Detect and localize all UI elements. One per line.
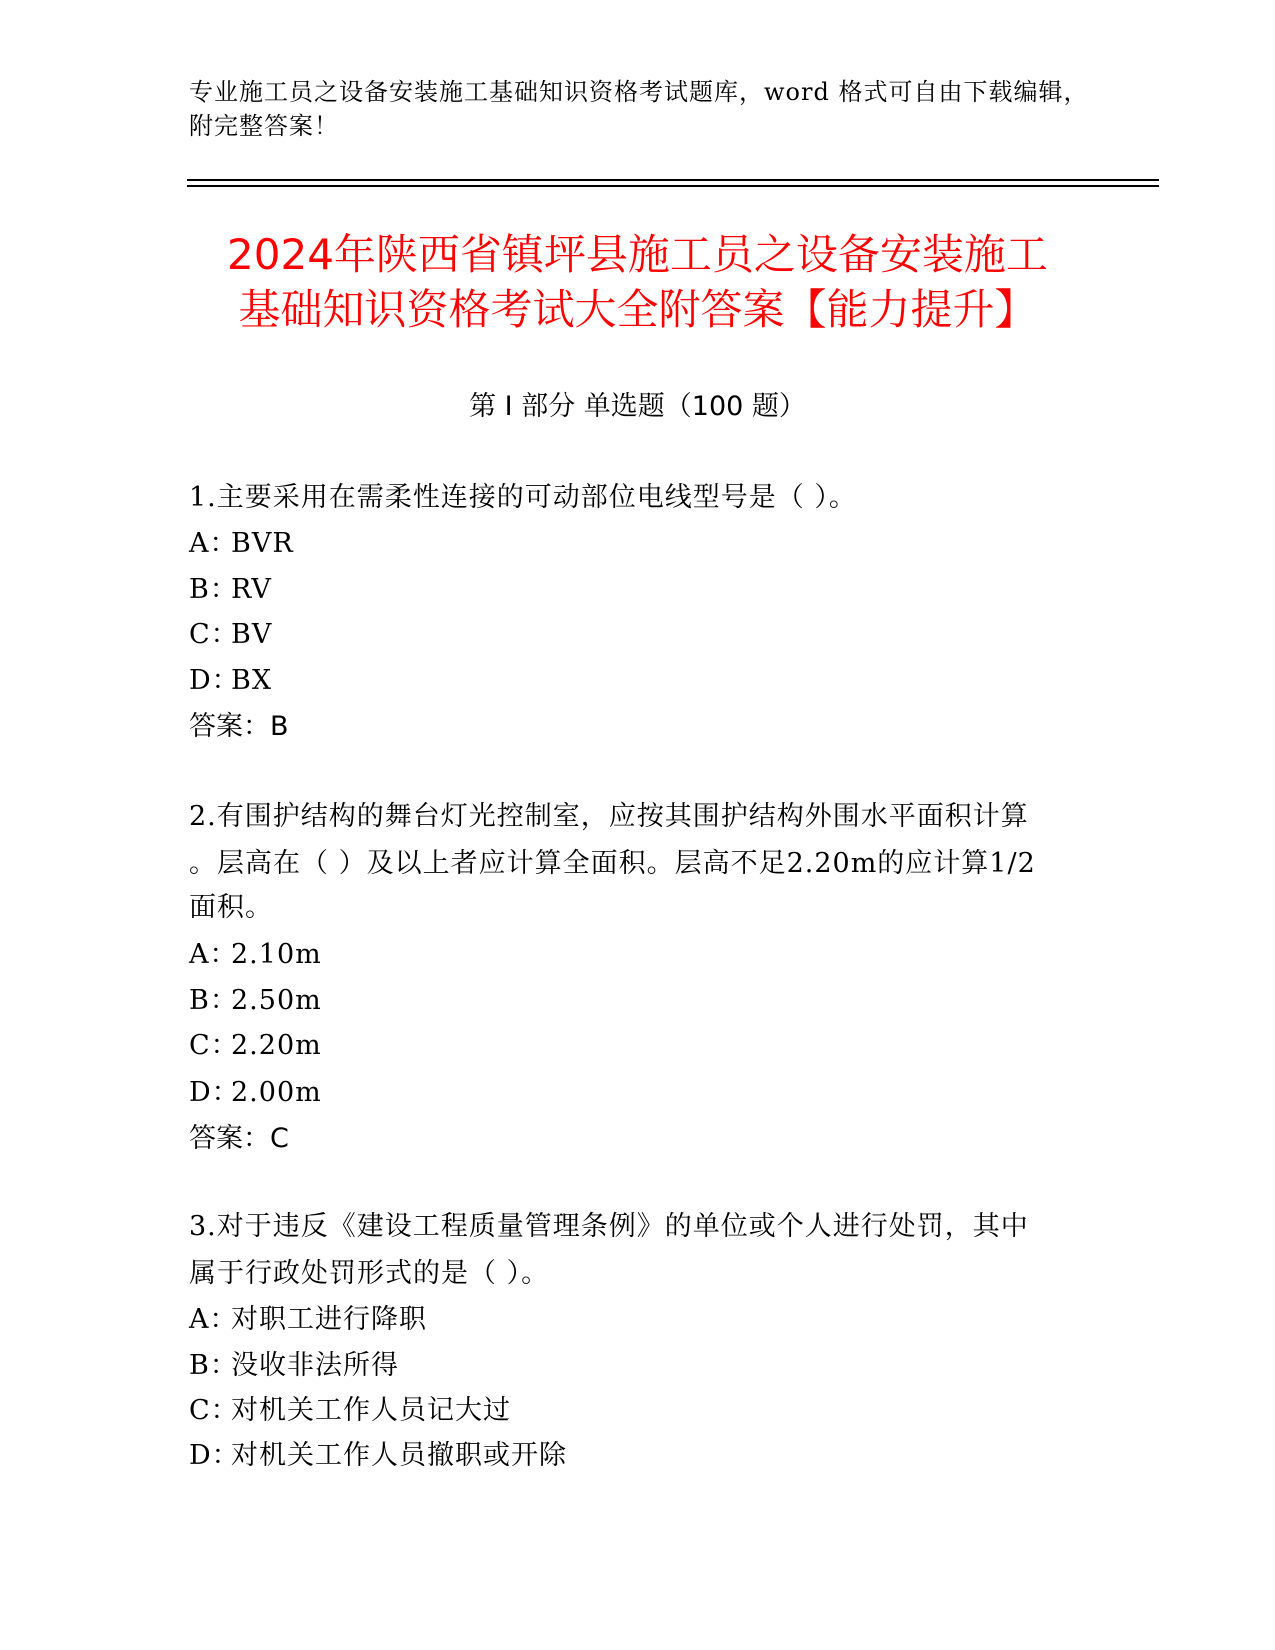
option-text: 对机关工作人员撤职或开除 [231, 1440, 567, 1471]
question-option [189, 615, 272, 655]
question-option [189, 1300, 427, 1340]
question-option [189, 981, 322, 1021]
header-divider [187, 179, 1159, 181]
option-label: D： [189, 1077, 240, 1108]
option-label: D： [189, 1440, 240, 1471]
section-heading: 第 I 部分 单选题（100 题） [469, 391, 806, 422]
question-stem: 。层高在（ ）及以上者应计算全面积。层高不足2.20m的应计算1/2 [189, 848, 1036, 879]
option-text: 2.20m [231, 1030, 322, 1061]
option-text: BVR [231, 528, 294, 559]
header-divider [187, 185, 1159, 187]
question-option [189, 1073, 322, 1113]
document-title: 2024年陕西省镇坪县施工员之设备安装施工 [227, 230, 1048, 279]
option-label: C： [189, 1030, 239, 1061]
option-label: C： [189, 1395, 239, 1426]
option-label: B： [189, 1350, 238, 1381]
option-text: 2.10m [231, 939, 322, 970]
question-option [189, 570, 272, 610]
question-stem: 3.对于违反《建设工程质量管理条例》的单位或个人进行处罚，其中 [189, 1211, 1029, 1242]
question-option [189, 935, 322, 975]
question-option [189, 661, 272, 701]
option-text: 没收非法所得 [231, 1350, 399, 1381]
option-label: C： [189, 619, 239, 650]
option-text: 2.50m [231, 985, 322, 1016]
option-label: D： [189, 665, 240, 696]
question-option [189, 1346, 399, 1386]
answer-line: 答案：C [189, 1123, 289, 1154]
option-label: A： [189, 939, 238, 970]
answer-line: 答案：B [189, 711, 289, 742]
question-option [189, 1026, 322, 1066]
question-stem: 1.主要采用在需柔性连接的可动部位电线型号是（ ）。 [189, 482, 857, 513]
question-stem: 2.有围护结构的舞台灯光控制室，应按其围护结构外围水平面积计算 [189, 801, 1029, 832]
option-text: BX [231, 665, 273, 696]
page-header-note: 附完整答案！ [189, 112, 339, 140]
option-text: 对职工进行降职 [231, 1304, 427, 1335]
option-text: 2.00m [231, 1077, 322, 1108]
question-option [189, 524, 294, 564]
document-title: 基础知识资格考试大全附答案【能力提升】 [238, 285, 1037, 334]
option-text: BV [231, 619, 273, 650]
question-option [189, 1391, 511, 1431]
question-stem: 属于行政处罚形式的是（ ）。 [189, 1258, 550, 1289]
question-option [189, 1436, 567, 1476]
option-text: 对机关工作人员记大过 [231, 1395, 511, 1426]
question-stem: 面积。 [189, 892, 273, 923]
page-header-note: 专业施工员之设备安装施工基础知识资格考试题库，word 格式可自由下载编辑， [189, 78, 1089, 106]
option-label: A： [189, 1304, 238, 1335]
option-label: B： [189, 985, 238, 1016]
option-label: A： [189, 528, 238, 559]
option-text: RV [231, 574, 272, 605]
option-label: B： [189, 574, 238, 605]
